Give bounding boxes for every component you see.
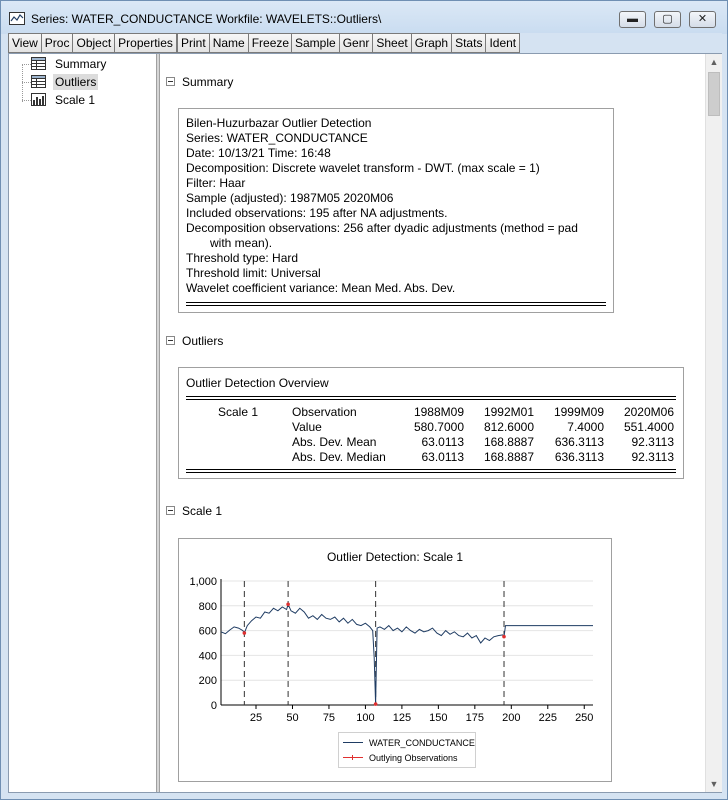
minimize-icon: ▬ (627, 13, 638, 25)
table-cell: 551.4000 (623, 420, 674, 434)
tree-connector (22, 82, 31, 83)
summary-line: Date: 10/13/21 Time: 16:48 (186, 146, 331, 160)
summary-panel (178, 108, 614, 313)
outlier-point (374, 702, 378, 706)
collapse-icon[interactable] (166, 77, 175, 86)
section-title: Outliers (182, 334, 224, 348)
proc-button[interactable]: Proc (41, 33, 74, 53)
table-cell: 636.3113 (554, 435, 604, 449)
tree-connector (22, 64, 31, 65)
table-row (186, 450, 676, 465)
tree-item-label: Summary (55, 57, 107, 71)
section-title: Scale 1 (182, 504, 223, 518)
x-tick-label: 125 (392, 712, 412, 724)
x-tick-label: 75 (322, 712, 336, 724)
tree-connector (22, 64, 23, 102)
tree-item-label: Outliers (55, 75, 97, 89)
table-cell: 168.8887 (483, 435, 534, 449)
tree-connector (22, 100, 31, 101)
output-tree (9, 54, 156, 792)
scrollbar-thumb[interactable] (708, 72, 720, 116)
title-bar[interactable] (1, 1, 727, 34)
y-tick-label: 0 (210, 700, 217, 712)
x-tick-label: 50 (286, 712, 299, 724)
genr-button[interactable]: Genr (339, 33, 374, 53)
table-cell: 636.3113 (554, 450, 604, 464)
chart-legend (338, 732, 476, 768)
close-button[interactable] (689, 11, 716, 28)
summary-line: Bilen-Huzurbazar Outlier Detection (186, 116, 372, 130)
table-cell: 168.8887 (483, 450, 534, 464)
vertical-scrollbar[interactable] (705, 54, 722, 792)
window-title: Series: WATER_CONDUCTANCE Workfile: WAVELETS::Outliers\ (31, 12, 382, 26)
table-icon (31, 75, 46, 88)
x-tick-label: 25 (249, 712, 263, 724)
table-cell: 1992M01 (483, 405, 534, 419)
scroll-down-icon[interactable]: ▼ (709, 779, 719, 789)
row-label: Abs. Dev. Median (292, 450, 386, 464)
table-cell: 7.4000 (567, 420, 604, 434)
summary-line: Decomposition observations: 256 after dyadic adjustments (method = pad (186, 221, 578, 235)
outlier-point (243, 631, 247, 635)
table-cell: 92.3113 (631, 450, 674, 464)
y-tick-label: 800 (198, 600, 217, 613)
row-label: Abs. Dev. Mean (292, 435, 377, 449)
chart-title: Outlier Detection: Scale 1 (326, 550, 464, 564)
table-row (186, 420, 676, 435)
collapse-icon[interactable] (166, 506, 175, 515)
close-icon: ✕ (697, 13, 708, 25)
table-cell: 92.3113 (631, 435, 674, 449)
y-tick-label: 200 (198, 675, 217, 688)
summary-line: Included observations: 195 after NA adjustments. (186, 206, 448, 220)
summary-line: with mean). (210, 236, 273, 250)
table-cell: 63.0113 (421, 450, 464, 464)
legend-swatch (343, 757, 363, 758)
table-cell: 580.7000 (413, 420, 464, 434)
toolbar-group-print (177, 33, 292, 53)
x-tick-label: 250 (575, 712, 594, 724)
ident-button[interactable]: Ident (485, 33, 520, 53)
maximize-icon: ▢ (662, 13, 673, 25)
table-rule (186, 396, 676, 400)
table-cell: 1988M09 (413, 405, 464, 419)
pane-splitter[interactable] (156, 54, 160, 792)
legend-label: Outlying Observations (369, 753, 458, 763)
freeze-button[interactable]: Freeze (248, 33, 293, 53)
table-cell: 1999M09 (553, 405, 604, 419)
object-button[interactable]: Object (72, 33, 115, 53)
content-area (8, 53, 722, 793)
y-tick-label: 600 (198, 625, 217, 638)
outliers-table-title: Outlier Detection Overview (186, 376, 329, 390)
y-tick-label: 400 (198, 650, 217, 663)
maximize-button[interactable] (654, 11, 681, 28)
x-tick-label: 200 (502, 712, 521, 724)
table-rule (186, 302, 606, 306)
chart-panel (178, 538, 612, 782)
section-title: Summary (182, 75, 234, 89)
summary-line: Series: WATER_CONDUCTANCE (186, 131, 368, 145)
outlier-point (502, 635, 506, 639)
table-cell: 63.0113 (421, 435, 464, 449)
summary-line: Threshold type: Hard (186, 251, 299, 265)
view-button[interactable]: View (8, 33, 42, 53)
toolbar-group-view (8, 33, 176, 53)
graph-button[interactable]: Graph (411, 33, 452, 53)
properties-button[interactable]: Properties (114, 33, 177, 53)
sheet-button[interactable]: Sheet (372, 33, 411, 53)
summary-line: Sample (adjusted): 1987M05 2020M06 (186, 191, 394, 205)
summary-line: Filter: Haar (186, 176, 246, 190)
summary-line: Decomposition: Discrete wavelet transform - DWT. (max scale = 1) (186, 161, 540, 175)
outlier-point (286, 602, 290, 606)
name-button[interactable]: Name (209, 33, 249, 53)
summary-line: Threshold limit: Universal (186, 266, 321, 280)
x-tick-label: 175 (465, 712, 485, 724)
table-cell: 2020M06 (623, 405, 674, 419)
table-row (186, 405, 676, 420)
summary-text (186, 116, 578, 296)
outliers-table (186, 405, 676, 467)
toolbar-group-sample (291, 33, 519, 53)
x-tick-label: 100 (356, 712, 375, 724)
row-label: Value (292, 420, 322, 434)
stats-button[interactable]: Stats (451, 33, 486, 53)
outliers-panel (178, 367, 684, 479)
series-line-water-conductance (221, 604, 593, 704)
outlier-chart (179, 569, 611, 759)
toolbar (8, 33, 722, 53)
x-tick-label: 225 (538, 712, 557, 724)
scale-label: Scale 1 (218, 405, 259, 419)
table-rule (186, 469, 676, 473)
x-tick-label: 150 (429, 712, 448, 724)
minimize-button[interactable] (619, 11, 646, 28)
tree-item-label: Scale 1 (55, 93, 96, 107)
y-tick-label: 1,000 (189, 576, 217, 588)
print-button[interactable]: Print (177, 33, 210, 53)
sample-button[interactable]: Sample (291, 33, 340, 53)
table-cell: 812.6000 (483, 420, 534, 434)
row-label: Observation (292, 405, 357, 419)
output-pane (161, 54, 705, 792)
table-row (186, 435, 676, 450)
table-icon (31, 57, 46, 70)
collapse-icon[interactable] (166, 336, 175, 345)
legend-label: WATER_CONDUCTANCE (369, 738, 475, 748)
graph-icon (31, 93, 46, 106)
series-window-icon (9, 12, 25, 25)
legend-swatch (343, 742, 363, 743)
summary-line: Wavelet coefficient variance: Mean Med. Abs. Dev. (186, 281, 456, 295)
scroll-up-icon[interactable]: ▲ (709, 57, 719, 67)
